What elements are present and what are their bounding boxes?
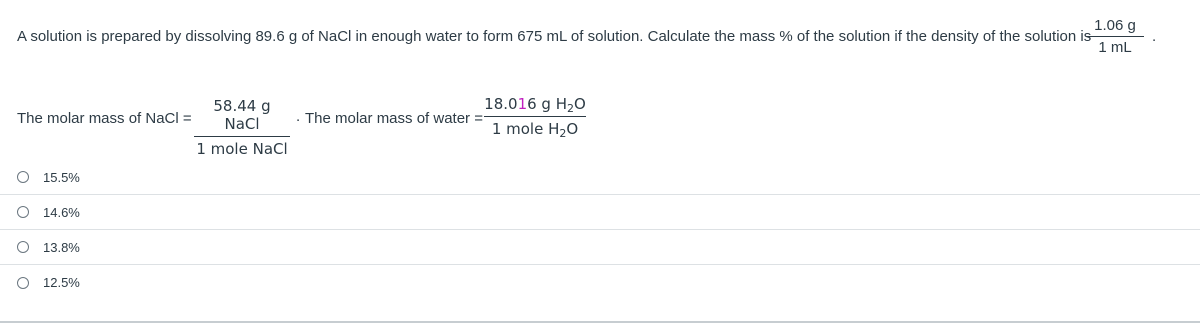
highlighted-digit: 1 xyxy=(517,95,528,113)
radio-button[interactable] xyxy=(17,206,29,218)
water-molar-mass-label: The molar mass of water = xyxy=(305,110,483,127)
density-denominator: 1 mL xyxy=(1098,39,1132,56)
radio-button[interactable] xyxy=(17,277,29,289)
radio-button[interactable] xyxy=(17,241,29,253)
answer-option[interactable] xyxy=(0,230,1200,265)
question-text: A solution is prepared by dissolving 89.6 g of NaCl in enough water to form 675 mL of solution. Calculate the mass % of the solution if the density of the solution is xyxy=(17,28,1092,45)
bottom-divider xyxy=(0,321,1200,323)
water-numerator: 18.016 g $H_2O$ xyxy=(484,95,586,115)
answer-option[interactable] xyxy=(0,160,1200,195)
density-fraction xyxy=(1086,17,1144,56)
answer-option-label: 13.8% xyxy=(43,239,80,255)
answer-options xyxy=(0,160,1200,300)
answer-option-label: 15.5% xyxy=(43,169,80,185)
nacl-denominator: 1 mole NaCl xyxy=(196,140,288,158)
water-molar-mass-fraction xyxy=(484,95,586,138)
question-period: . xyxy=(1152,28,1157,45)
nacl-molar-mass-fraction xyxy=(194,97,290,158)
answer-option[interactable] xyxy=(0,265,1200,300)
answer-option-label: 12.5% xyxy=(43,275,80,290)
nacl-numerator: 58.44 g NaCl xyxy=(194,97,290,137)
answer-option[interactable] xyxy=(0,195,1200,230)
radio-button[interactable] xyxy=(17,171,29,183)
density-numerator: 1.06 g xyxy=(1086,17,1144,37)
molar-mass-separator: . xyxy=(296,108,301,125)
nacl-molar-mass-label: The molar mass of NaCl = xyxy=(17,110,192,127)
answer-option-label: 14.6% xyxy=(43,204,80,220)
water-denominator: 1 mole $H_2O$ xyxy=(491,120,579,140)
